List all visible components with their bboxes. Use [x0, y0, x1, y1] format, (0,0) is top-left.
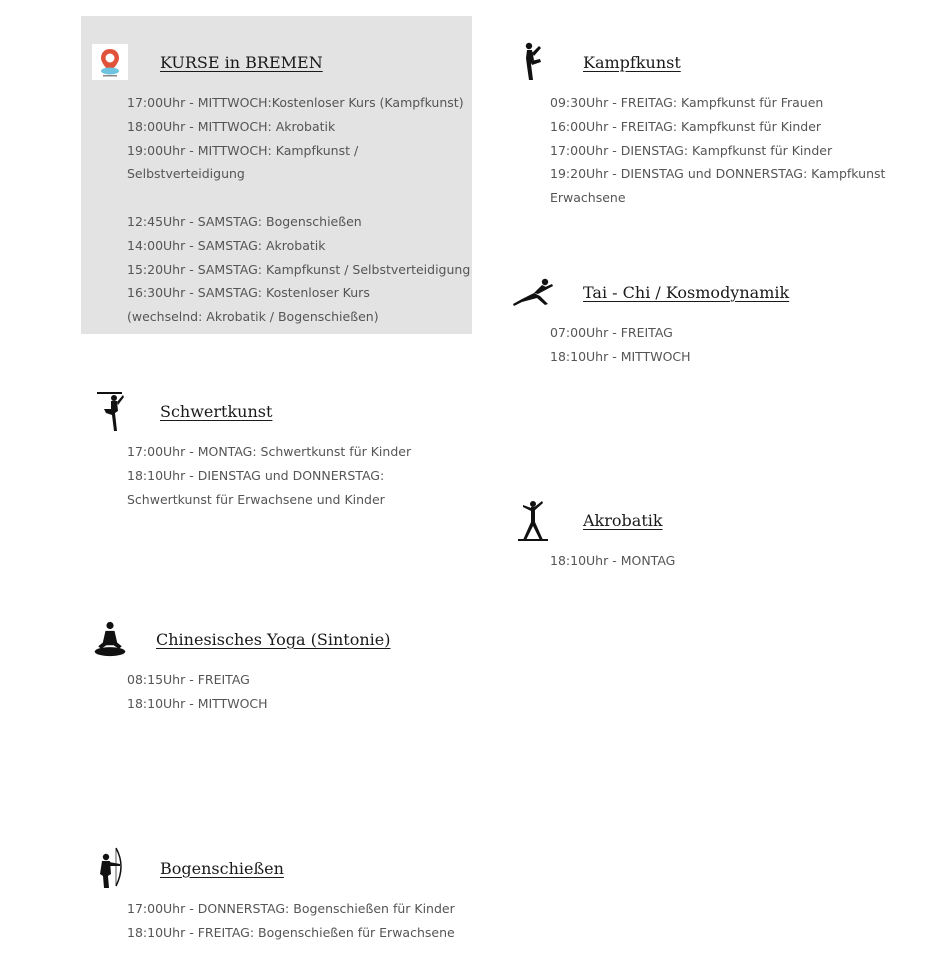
schedule-line: 19:20Uhr - DIENSTAG und DONNERSTAG: Kampfkunst Erwachsene — [550, 166, 886, 206]
schedule-line: 17:00Uhr - DIENSTAG: Kampfkunst für Kinder — [550, 142, 833, 158]
yoga-schedule — [127, 668, 472, 716]
bremen-schedule — [127, 91, 472, 329]
bogen-schedule — [127, 897, 472, 945]
schedule-line: 16:30Uhr - SAMSTAG: Kostenloser Kurs (wechselnd: Akrobatik / Bogenschießen) — [127, 285, 379, 325]
schwert-title-link[interactable]: Schwertkunst — [160, 401, 273, 421]
map-pin-icon — [92, 40, 128, 84]
kampfkunst-title-link[interactable]: Kampfkunst — [583, 52, 681, 72]
schedule-line: 18:00Uhr - MITTWOCH: Akrobatik — [127, 118, 336, 134]
akrobatik-schedule — [550, 549, 890, 573]
schedule-line: 16:00Uhr - FREITAG: Kampfkunst für Kinder — [550, 118, 822, 134]
schedule-line: 07:00Uhr - FREITAG — [550, 325, 673, 340]
schedule-line: 17:00Uhr - MONTAG: Schwertkunst für Kinder — [127, 444, 412, 459]
spacer — [127, 186, 472, 210]
yoga-header — [92, 617, 391, 661]
schedule-line: 12:45Uhr - SAMSTAG: Bogenschießen — [127, 213, 362, 229]
schedule-line: 18:10Uhr - FREITAG: Bogenschießen für Erwachsene — [127, 924, 455, 940]
sword-fighter-icon — [92, 389, 128, 433]
schedule-line: 17:00Uhr - MITTWOCH:Kostenloser Kurs (Kampfkunst) — [127, 95, 464, 110]
tai-chi-lunge-icon — [512, 270, 556, 314]
taichi-schedule — [550, 321, 890, 369]
akrobatik-header — [515, 498, 663, 542]
acrobat-icon — [515, 498, 551, 542]
schedule-line: 18:10Uhr - MONTAG — [550, 553, 676, 568]
akrobatik-title-link[interactable]: Akrobatik — [583, 510, 663, 530]
schedule-line: 18:10Uhr - DIENSTAG und DONNERSTAG: Schwertkunst für Erwachsene und Kinder — [127, 467, 385, 507]
schedule-line: 18:10Uhr - MITTWOCH — [127, 695, 268, 711]
taichi-header — [512, 270, 789, 314]
martial-arts-kick-icon — [515, 40, 551, 84]
schedule-line: 15:20Uhr - SAMSTAG: Kampfkunst / Selbstverteidigung — [127, 261, 471, 277]
schwert-header — [92, 389, 272, 433]
bremen-header — [92, 40, 323, 84]
taichi-title-link[interactable]: Tai - Chi / Kosmodynamik — [583, 282, 790, 302]
schedule-line: 17:00Uhr - DONNERSTAG: Bogenschießen für Kinder — [127, 901, 455, 916]
yoga-title-link[interactable]: Chinesisches Yoga (Sintonie) — [156, 629, 391, 649]
schedule-line: 19:00Uhr - MITTWOCH: Kampfkunst / Selbstverteidigung — [127, 142, 359, 182]
kampfkunst-schedule — [550, 91, 890, 210]
schedule-line: 08:15Uhr - FREITAG — [127, 672, 250, 687]
bogen-title-link[interactable]: Bogenschießen — [160, 858, 284, 878]
schwert-schedule — [127, 440, 472, 511]
archer-icon — [92, 846, 128, 890]
schedule-line: 14:00Uhr - SAMSTAG: Akrobatik — [127, 237, 326, 253]
bogen-header — [92, 846, 284, 890]
schedule-line: 18:10Uhr - MITTWOCH — [550, 348, 691, 364]
schedule-line: 09:30Uhr - FREITAG: Kampfkunst für Frauen — [550, 95, 824, 110]
bremen-title-link[interactable]: KURSE in BREMEN — [160, 52, 323, 72]
meditation-icon — [92, 617, 128, 661]
kampfkunst-header — [515, 40, 681, 84]
